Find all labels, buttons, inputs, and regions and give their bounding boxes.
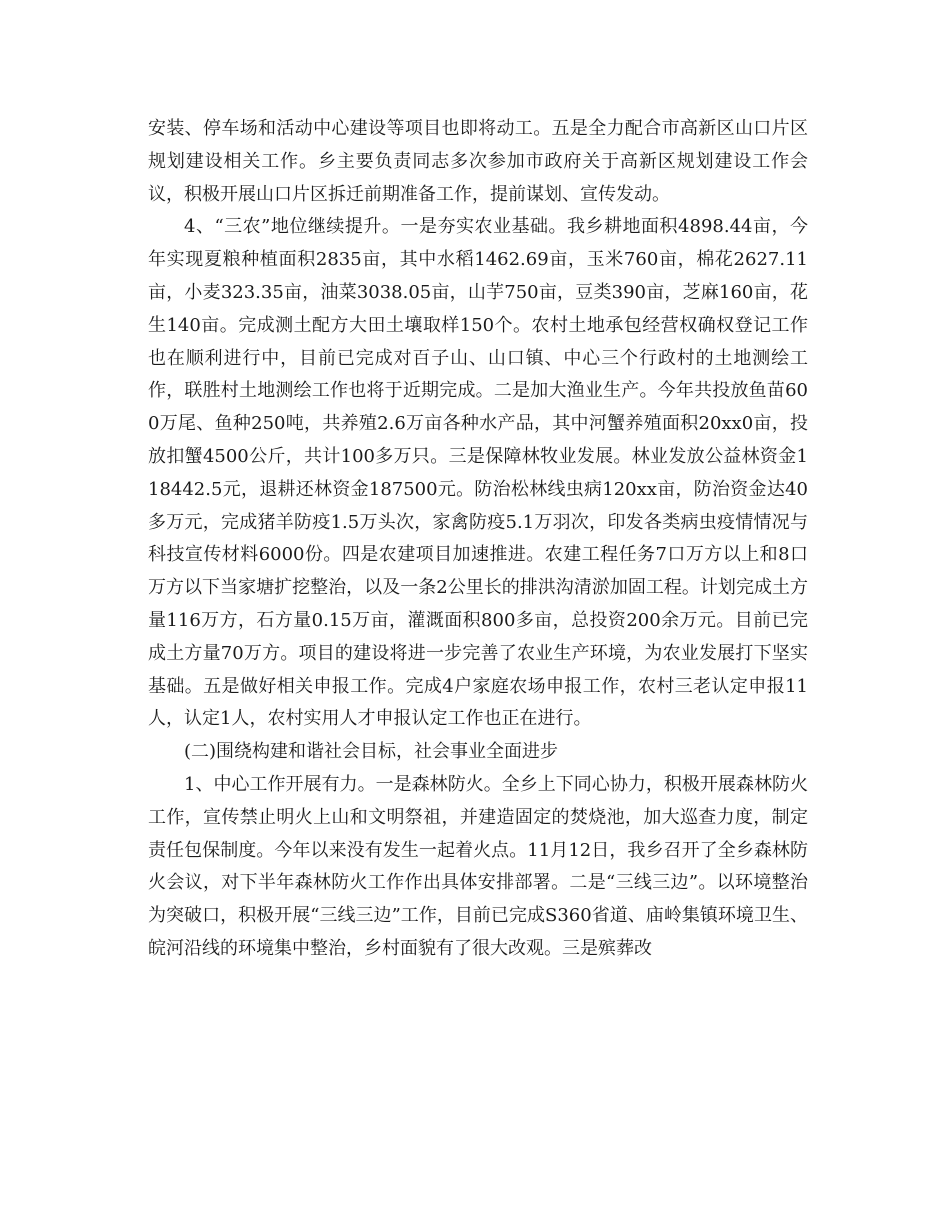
document-body <box>148 113 808 966</box>
paragraph-sannong: 4、“三农”地位继续提升。一是夯实农业基础。我乡耕地面积4898.44亩，今年实现夏粮种植面积2835亩，其中水稻1462.69亩，玉米760亩，棉花2627.11亩，小麦323.35亩，油菜3038.05亩，山芋750亩，豆类390亩，芝麻160亩，花生140亩。完成测土配方大田土壤取样150个。农村土地承包经营权确权登记工作也在顺利进行中，目前已完成对百子山、山口镇、中心三个行政村的土地测绘工作，联胜村土地测绘工作也将于近期完成。二是加大渔业生产。今年共投放鱼苗600万尾、鱼种250吨，共养殖2.6万亩各种水产品，其中河蟹养殖面积20xx0亩，投放扣蟹4500公斤，共计100多万只。三是保障林牧业发展。林业发放公益林资金118442.5元，退耕还林资金187500元。防治松林线虫病120xx亩，防治资金达40多万元，完成猪羊防疫1.5万头次，家禽防疫5.1万羽次，印发各类病虫疫情情况与科技宣传材料6000份。四是农建项目加速推进。农建工程任务7口万方以上和8口万方以下当家塘扩挖整治，以及一条2公里长的排洪沟清淤加固工程。计划完成土方量116万方，石方量0.15万亩，灌溉面积800多亩，总投资200余万元。目前已完成土方量70万方。项目的建设将进一步完善了农业生产环境，为农业发展打下坚实基础。五是做好相关申报工作。完成4户家庭农场申报工作，农村三老认定申报11人，认定1人，农村实用人才申报认定工作也正在进行。 <box>148 216 808 730</box>
paragraph-central-work: 1、中心工作开展有力。一是森林防火。全乡上下同心协力，积极开展森林防火工作，宣传禁止明火上山和文明祭祖，并建造固定的焚烧池，加大巡查力度，制定责任包保制度。今年以来没有发生一起着火点。11月12日，我乡召开了全乡森林防火会议，对下半年森林防火工作作出具体安排部署。二是“三线三边”。以环境整治为突破口，积极开展“三线三边”工作，目前已完成S360省道、庙岭集镇环境卫生、皖河沿线的环境集中整治，乡村面貌有了很大改观。三是殡葬改 <box>148 773 808 959</box>
paragraph-continuation: 安装、停车场和活动中心建设等项目也即将动工。五是全力配合市高新区山口片区规划建设相关工作。乡主要负责同志多次参加市政府关于高新区规划建设工作会议，积极开展山口片区拆迁前期准备工作，提前谋划、宣传发动。 <box>148 118 808 205</box>
section-subheading: (二)围绕构建和谐社会目标，社会事业全面进步 <box>184 741 559 763</box>
